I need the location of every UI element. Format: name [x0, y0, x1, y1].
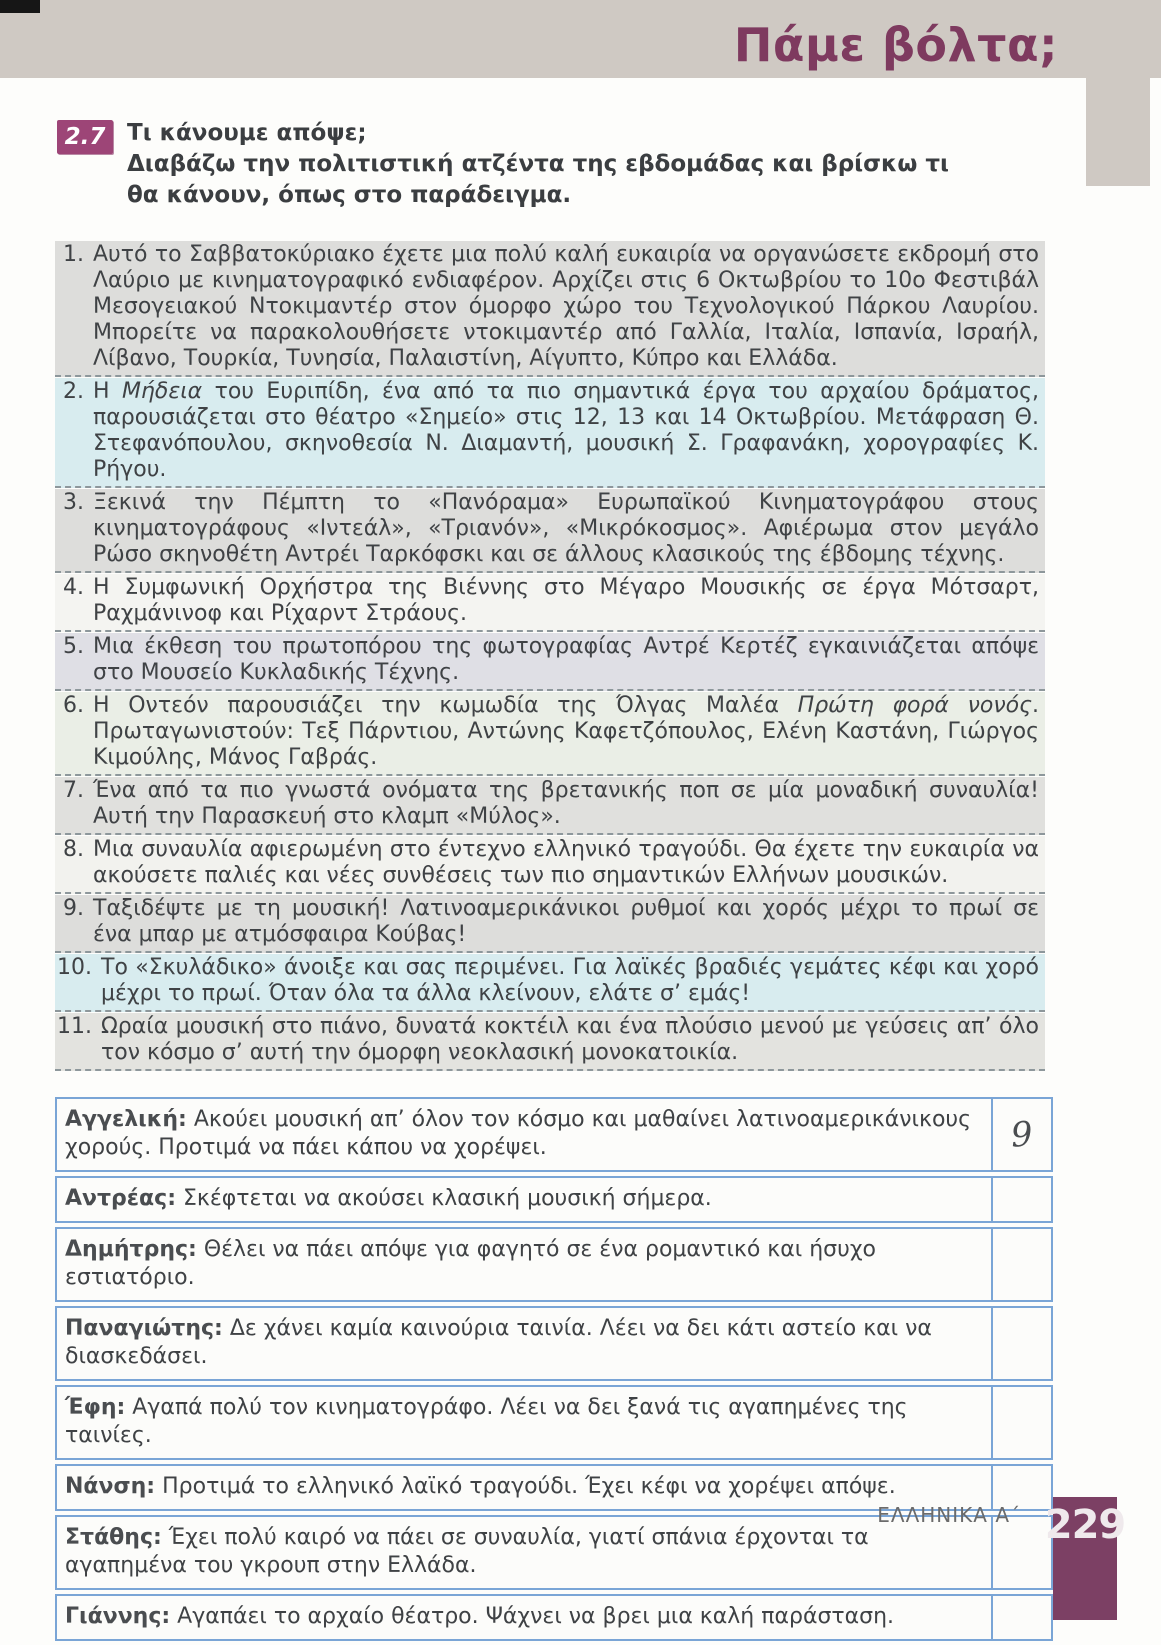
agenda-item-8	[55, 836, 1045, 894]
agenda-item-text-segment: Η	[93, 379, 122, 404]
person-text: Ακούει μουσική απ’ όλον τον κόσμο και μαθαίνει λατινοαμερικάνικους χορούς. Προτιμά να πάει κάπου να χορέψει.	[65, 1107, 972, 1160]
agenda-item-text	[93, 490, 1039, 568]
agenda-item-number: 11.	[57, 1014, 92, 1039]
agenda-item-text	[101, 1014, 1039, 1066]
person-text: Δε χάνει καμία καινούρια ταινία. Λέει να δει κάτι αστείο και να διασκεδάσει.	[65, 1316, 932, 1369]
person-name: Αγγελική:	[65, 1107, 187, 1132]
person-text: Έχει πολύ καιρό να πάει σε συναυλία, γιατί σπάνια έρχονται τα αγαπημένα του γκρουπ στην Ελλάδα.	[65, 1525, 869, 1578]
header-band-right-strip	[1086, 78, 1150, 186]
exercise-texts	[127, 118, 979, 211]
agenda-item-text-segment: Ξεκινά την Πέμπτη το «Πανόραμα» Ευρωπαϊκού Κινηματογράφου στους κινηματογράφους «Ιντεάλ», «Τριανόν», «Μικρόκοσμος». Αφιέρωμα στον μεγάλο Ρώσο σκηνοθέτη Αντρέι Ταρκόφσκι και σε άλλους κλασικούς της έβδομης τέχνης.	[93, 490, 1039, 567]
agenda-item-9	[55, 895, 1045, 953]
agenda-item-6	[55, 692, 1045, 776]
agenda-item-text-segment: Η Συμφωνική Ορχήστρα της Βιέννης στο Μέγαρο Μουσικής σε έργα Μότσαρτ, Ραχμάνινοφ και Ρίχαρντ Στράους.	[93, 575, 1039, 626]
person-description	[57, 1178, 991, 1221]
agenda-item-number: 7.	[63, 778, 84, 803]
page-content	[55, 118, 1045, 1645]
page-number-box	[1044, 1497, 1126, 1620]
agenda-item-10	[55, 954, 1045, 1012]
agenda-item-text	[93, 693, 1039, 771]
exercise-title: Τι κάνουμε απόψε;	[127, 120, 367, 146]
table-row	[55, 1176, 1053, 1223]
agenda-item-text-segment: Μια συναυλία αφιερωμένη στο έντεχνο ελληνικό τραγούδι. Θα έχετε την ευκαιρία να ακούσετε παλιές και νέες συνθέσεις των πιο σημαντικών Ελλήνων μουσικών.	[93, 837, 1039, 888]
person-text: Αγαπάει το αρχαίο θέατρο. Ψάχνει να βρει μια καλή παράσταση.	[170, 1604, 895, 1629]
agenda-item-text	[93, 575, 1039, 627]
agenda-item-number: 9.	[63, 896, 84, 921]
agenda-item-number: 6.	[63, 693, 84, 718]
agenda-item-text-segment: Ταξιδέψτε με τη μουσική! Λατινοαμερικάνικοι ρυθμοί και χορός μέχρι το πρωί σε ένα μπαρ με ατμόσφαιρα Κούβας!	[93, 896, 1039, 947]
person-description	[57, 1517, 991, 1588]
agenda-item-text-segment: . Πρωταγωνιστούν: Τεξ Πάρντιου, Αντώνης Καφετζόπουλος, Ελένη Καστάνη, Γιώργος Κιμούλης, Μάνος Γαβράς.	[93, 693, 1039, 770]
agenda-item-text-segment: Η Οντεόν παρουσιάζει την κωμωδία της Όλγας Μαλέα	[93, 693, 798, 718]
person-name: Γιάννης:	[65, 1604, 171, 1629]
table-row	[55, 1097, 1053, 1172]
agenda-item-5	[55, 633, 1045, 691]
answer-cell[interactable]	[991, 1178, 1051, 1221]
person-name: Παναγιώτης:	[65, 1316, 223, 1341]
agenda-item-text-segment: Ένα από τα πιο γνωστά ονόματα της βρετανικής ποπ σε μία μοναδική συναυλία! Αυτή την Παρασκευή στο κλαμπ «Μύλος».	[93, 778, 1039, 829]
agenda-item-number: 2.	[63, 379, 84, 404]
agenda-item-text-italic: Μήδεια	[121, 379, 203, 404]
table-row	[55, 1594, 1053, 1641]
agenda-item-text	[101, 955, 1039, 1007]
matching-table	[55, 1097, 1053, 1641]
person-text: Αγαπά πολύ τον κινηματογράφο. Λέει να δει ξανά τις αγαπημένες της ταινίες.	[65, 1395, 908, 1448]
table-row	[55, 1306, 1053, 1381]
agenda-item-1	[55, 241, 1045, 377]
person-text: Προτιμά το ελληνικό λαϊκό τραγούδι. Έχει κέφι να χορέψει απόψε.	[155, 1474, 896, 1499]
agenda-item-text-segment: Το «Σκυλάδικο» άνοιξε και σας περιμένει. Για λαϊκές βραδιές γεμάτες κέφι και χορό μέχρι το πρωί. Όταν όλα τα άλλα κλείνουν, ελάτε σ’ εμάς!	[101, 955, 1039, 1006]
person-description	[57, 1099, 991, 1170]
answer-cell[interactable]	[991, 1387, 1051, 1458]
agenda-item-7	[55, 777, 1045, 835]
table-row	[55, 1385, 1053, 1460]
scan-corner-mark	[0, 0, 40, 13]
agenda-item-2	[55, 378, 1045, 488]
page-number: 229	[1044, 1502, 1126, 1548]
person-name: Νάνση:	[65, 1474, 156, 1499]
agenda-item-text-segment: Μια έκθεση του πρωτοπόρου της φωτογραφίας Αντρέ Κερτέζ εγκαινιάζεται απόψε στο Μουσείο Κυκλαδικής Τέχνης.	[93, 634, 1039, 685]
person-name: Δημήτρης:	[65, 1237, 197, 1262]
agenda-item-text	[93, 778, 1039, 830]
person-description	[57, 1596, 991, 1639]
agenda-item-number: 1.	[63, 242, 84, 267]
book-title-footer: ΕΛΛΗΝΙΚΑ Α΄	[877, 1503, 1021, 1527]
agenda-item-number: 5.	[63, 634, 84, 659]
exercise-instructions: Διαβάζω την πολιτιστική ατζέντα της εβδομάδας και βρίσκω τι θα κάνουν, όπως στο παράδειγμα.	[127, 151, 950, 208]
person-description	[57, 1387, 991, 1458]
person-name: Έφη:	[65, 1395, 126, 1420]
agenda-item-text-segment: Ωραία μουσική στο πιάνο, δυνατά κοκτέιλ και ένα πλούσιο μενού με γεύσεις απ’ όλο τον κόσμο σ’ αυτή την όμορφη νεοκλασική μονοκατοικία.	[101, 1014, 1039, 1065]
answer-cell[interactable]	[991, 1099, 1051, 1170]
agenda-item-number: 10.	[57, 955, 92, 980]
agenda-item-text	[93, 634, 1039, 686]
answer-cell[interactable]	[991, 1229, 1051, 1300]
agenda-item-number: 4.	[63, 575, 84, 600]
agenda-item-11	[55, 1013, 1045, 1071]
agenda-item-number: 3.	[63, 490, 84, 515]
agenda-item-text-segment: Αυτό το Σαββατοκύριακο έχετε μια πολύ καλή ευκαιρία να οργανώσετε εκδρομή στο Λαύριο με κινηματογραφικό ενδιαφέρον. Αρχίζει στις 6 Οκτωβρίου το 10ο Φεστιβάλ Μεσογειακού Ντοκιμαντέρ στον όμορφο χώρο του Τεχνολογικού Πάρκου Λαυρίου. Μπορείτε να παρακολουθήσετε ντοκιμαντέρ από Γαλλία, Ιταλία, Ισπανία, Ισραήλ, Λίβανο, Τουρκία, Τυνησία, Παλαιστίνη, Αίγυπτο, Κύπρο και Ελλάδα.	[93, 242, 1039, 371]
answer-cell[interactable]	[991, 1596, 1051, 1639]
person-description	[57, 1229, 991, 1300]
exercise-number-badge: 2.7	[57, 120, 113, 154]
answer-cell[interactable]	[991, 1308, 1051, 1379]
person-text: Σκέφτεται να ακούσει κλασική μουσική σήμερα.	[176, 1186, 712, 1211]
agenda-item-text-italic: Πρώτη φορά νονός	[797, 693, 1032, 718]
person-name: Στάθης:	[65, 1525, 162, 1550]
person-name: Αντρέας:	[65, 1186, 176, 1211]
agenda-item-text	[93, 242, 1039, 372]
exercise-header	[55, 118, 1045, 211]
agenda-item-4	[55, 574, 1045, 632]
agenda-item-text	[93, 896, 1039, 948]
answer-cell[interactable]	[991, 1517, 1051, 1588]
agenda-item-text-segment: του Ευριπίδη, ένα από τα πιο σημαντικά έργα του αρχαίου δράματος, παρουσιάζεται στο θέατρο «Σημείο» στις 12, 13 και 14 Οκτωβρίου. Μετάφραση Θ. Στεφανόπουλου, σκηνοθεσία Ν. Διαμαντή, μουσική Σ. Γραφανάκη, χορογραφίες Κ. Ρήγου.	[93, 379, 1039, 482]
handwritten-answer: 9	[1009, 1113, 1035, 1156]
cultural-agenda-list	[55, 241, 1045, 1071]
agenda-item-text	[93, 837, 1039, 889]
person-description	[57, 1308, 991, 1379]
agenda-item-text	[93, 379, 1039, 483]
page-title: Πάμε βόλτα;	[733, 18, 1058, 72]
person-text: Θέλει να πάει απόψε για φαγητό σε ένα ρομαντικό και ήσυχο εστιατόριο.	[65, 1237, 876, 1290]
agenda-item-3	[55, 489, 1045, 573]
person-description	[57, 1466, 991, 1509]
agenda-item-number: 8.	[63, 837, 84, 862]
table-row	[55, 1227, 1053, 1302]
